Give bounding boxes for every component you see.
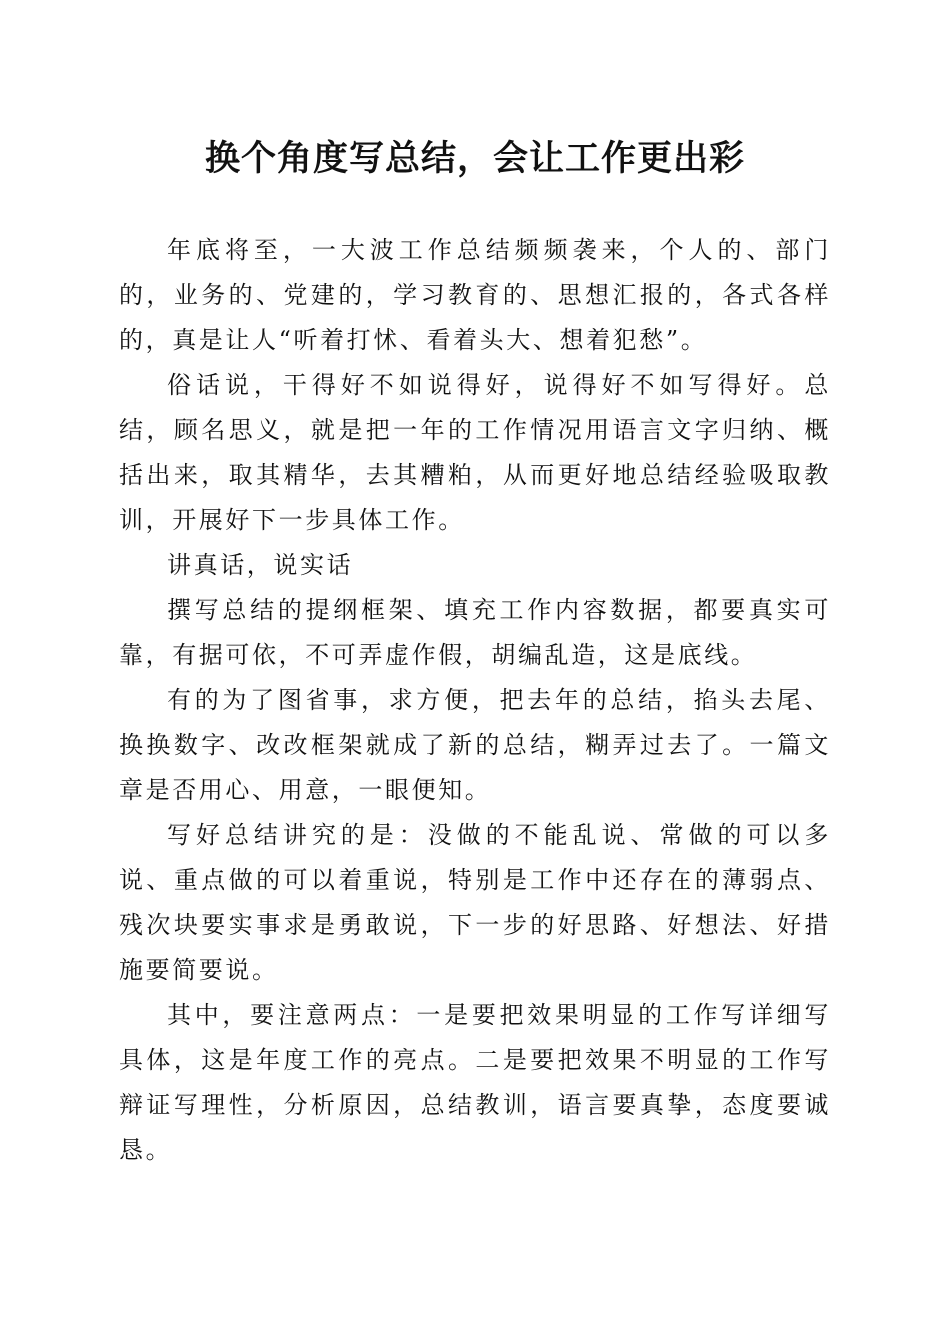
paragraph-5: 写好总结讲究的是：没做的不能乱说、常做的可以多说、重点做的可以着重说，特别是工作中还存在的薄弱点、残次块要实事求是勇敢说，下一步的好思路、好想法、好措施要简要说。 xyxy=(119,821,831,984)
paragraph-4: 有的为了图省事，求方便，把去年的总结，掐头去尾、换换数字、改改框架就成了新的总结，糊弄过去了。一篇文章是否用心、用意，一眼便知。 xyxy=(119,686,831,804)
section-heading: 讲真话，说实话 xyxy=(167,551,354,579)
paragraph-1: 年底将至，一大波工作总结频频袭来，个人的、部门的，业务的、党建的，学习教育的、思想汇报的，各式各样的，真是让人“听着打怵、看着头大、想着犯愁”。 xyxy=(119,236,831,354)
paragraph-2: 俗话说，干得好不如说得好，说得好不如写得好。总结，顾名思义，就是把一年的工作情况用语言文字归纳、概括出来，取其精华，去其糟粕，从而更好地总结经验吸取教训，开展好下一步具体工作。 xyxy=(119,371,831,534)
paragraph-6: 其中，要注意两点：一是要把效果明显的工作写详细写具体，这是年度工作的亮点。二是要把效果不明显的工作写辩证写理性，分析原因，总结教训，语言要真挚，态度要诚恳。 xyxy=(119,1001,831,1164)
paragraph-3: 撰写总结的提纲框架、填充工作内容数据，都要真实可靠，有据可依，不可弄虚作假，胡编乱造，这是底线。 xyxy=(119,596,831,669)
document-title: 换个角度写总结，会让工作更出彩 xyxy=(204,138,745,179)
document-body xyxy=(119,228,831,1173)
